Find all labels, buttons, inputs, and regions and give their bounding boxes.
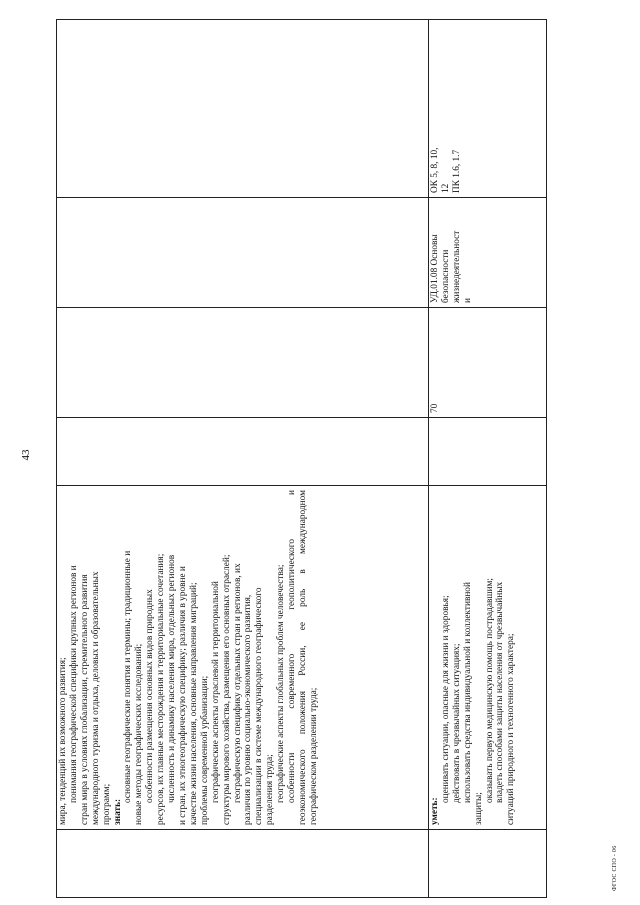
- hours-cell: [429, 308, 547, 418]
- table-cell: [429, 830, 547, 898]
- discipline-line: и: [462, 298, 473, 303]
- text-line: программ;: [101, 783, 112, 825]
- text-line: численность и динамику населения мира, отдельных регионов: [167, 554, 178, 803]
- text-line: различия по уровню социально-экономического развития,: [243, 594, 254, 825]
- text-line: действовать в чрезвычайных ситуациях;: [451, 643, 462, 803]
- discipline-cell: [429, 198, 547, 308]
- text-line: специализации в системе международного географического: [254, 587, 265, 825]
- table-cell: [57, 418, 429, 486]
- text-line: уметь:: [430, 797, 440, 825]
- table-cell: [429, 418, 547, 486]
- text-line: структуры мирового хозяйства, размещения его основных отраслей;: [221, 554, 232, 825]
- table-row: [429, 20, 547, 898]
- text-line: особенности размещения основных видов природных: [145, 589, 156, 803]
- text-line: использовать средства индивидуальной и коллективной: [462, 582, 473, 803]
- discipline-line: жизнедеятельност: [451, 230, 462, 303]
- text-line: особенности современного геополитического и: [287, 490, 298, 803]
- text-line: качестве жизни населения, основные направления миграций;: [188, 582, 199, 825]
- discipline-line: безопасности: [440, 249, 451, 303]
- table-cell: [57, 308, 429, 418]
- competency-line: 12: [440, 183, 451, 193]
- competency-line: ПК 1.6, 1.7: [451, 149, 462, 193]
- requirements-cell: [429, 486, 547, 830]
- text-line: мира, тенденций их возможного развития;: [58, 657, 68, 825]
- text-line: понимания географической специфики крупных регионов и: [68, 565, 79, 803]
- table-cell: [57, 830, 429, 898]
- page-footer: ФГОС СПО - 06: [612, 845, 618, 891]
- requirements-cell: [57, 486, 429, 830]
- text-line: владеть способами защиты населения от чрезвычайных: [495, 581, 506, 803]
- text-line: географическую специфику отдельных стран и регионов, их: [232, 563, 243, 803]
- text-line: ресурсов, их главные месторождения и территориальные сочетания;: [156, 553, 167, 825]
- curriculum-table: [56, 19, 547, 898]
- page-number: 43: [20, 449, 32, 461]
- hours-value: 70: [430, 403, 440, 413]
- text-line: географические аспекты глобальных проблем человечества;: [276, 564, 287, 803]
- text-line: международного туризма и отдыха, деловых и образовательных: [90, 571, 101, 825]
- text-line: географическом разделении труда;: [308, 687, 319, 825]
- text-line: защиты;: [473, 792, 484, 825]
- text-line: оценивать ситуации, опасные для жизни и здоровья;: [440, 595, 451, 803]
- text-line: стран мира в условиях глобализации, стремительного развития: [79, 574, 90, 825]
- text-line: разделения труда;: [265, 754, 276, 825]
- text-line: проблемы современной урбанизации;: [199, 675, 210, 825]
- text-line: основные географические понятия и термины; традиционные и: [123, 550, 134, 803]
- text-line: оказывать первую медицинскую помощь пострадавшим;: [484, 577, 495, 803]
- text-line: новые методы географических исследований;: [134, 643, 145, 825]
- competencies-cell: [429, 20, 547, 198]
- table-row: [57, 20, 429, 898]
- table-cell: [57, 198, 429, 308]
- text-line: знать:: [112, 798, 123, 825]
- text-line: географические аспекты отраслевой и территориальной: [210, 581, 221, 803]
- text-line: и стран, их этногеографическую специфику; различия в уровне и: [177, 566, 188, 825]
- discipline-line: УД.01.08 Основы: [430, 234, 440, 303]
- text-line: ситуаций природного и техногенного характера;: [506, 633, 517, 825]
- text-line: геоэкономического положения России, ее роль в международном: [297, 490, 308, 825]
- table-cell: [57, 20, 429, 198]
- competency-line: ОК 5, 8, 10,: [430, 147, 440, 193]
